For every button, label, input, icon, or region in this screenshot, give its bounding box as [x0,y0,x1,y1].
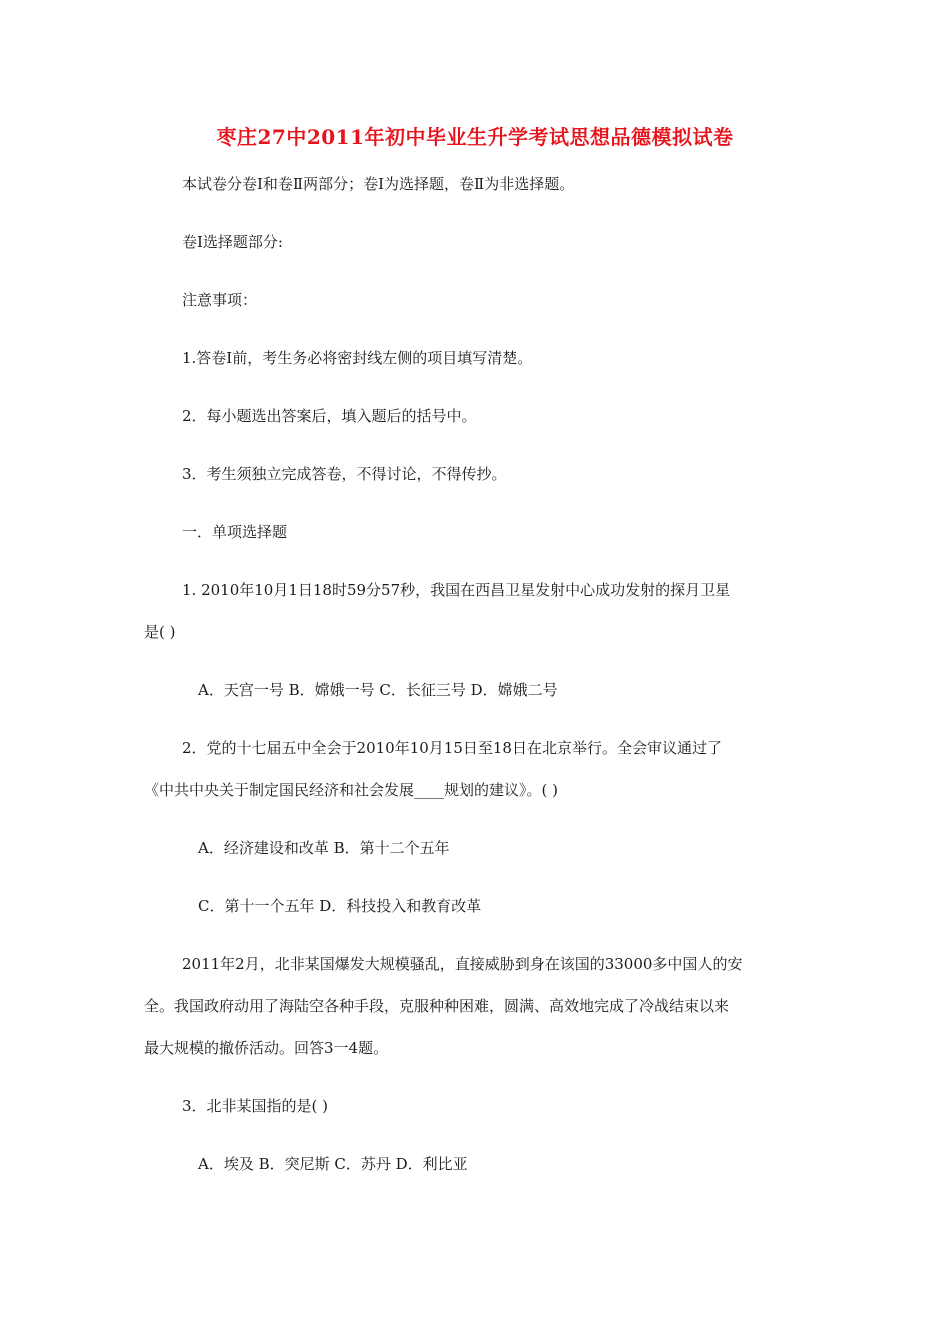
note-item: 2．每小题选出答案后，填入题后的括号中。 [182,407,477,425]
note-item: 1.答卷Ⅰ前，考生务必将密封线左侧的项目填写清楚。 [182,349,533,367]
question-text: 1. 2010年10月1日18时59分57秒，我国在西昌卫星发射中心成功发射的探月卫星 [182,581,731,599]
note-item: 3．考生须独立完成答卷，不得讨论，不得传抄。 [182,465,507,483]
question-text: 《中共中央关于制定国民经济和社会发展____规划的建议》。( ) [144,781,558,799]
question-text: 2．党的十七届五中全会于2010年10月15日至18日在北京举行。全会审议通过了 [182,739,722,757]
part-heading: 一．单项选择题 [182,523,288,541]
question-text: 3．北非某国指的是( ) [182,1097,329,1115]
document-title: 枣庄27中2011年初中毕业生升学考试思想品德模拟试卷 [216,125,734,149]
question-options: A．埃及 B．突尼斯 C．苏丹 D．利比亚 [198,1155,468,1173]
section-heading: 卷Ⅰ选择题部分: [182,233,283,251]
question-text: 是( ) [144,623,176,641]
passage-text: 全。我国政府动用了海陆空各种手段，克服种种困难，圆满、高效地完成了冷战结束以来 [144,997,730,1015]
question-options: A．天宫一号 B．嫦娥一号 C．长征三号 D．嫦娥二号 [198,681,558,699]
passage-text: 最大规模的撤侨活动。回答3一4题。 [144,1039,389,1057]
question-options: C．第十一个五年 D．科技投入和教育改革 [198,897,482,915]
intro-line: 本试卷分卷Ⅰ和卷Ⅱ两部分；卷Ⅰ为选择题，卷Ⅱ为非选择题。 [182,175,575,193]
question-options: A．经济建设和改革 B．第十二个五年 [198,839,450,857]
notes-heading: 注意事项： [182,291,258,309]
passage-text: 2011年2月，北非某国爆发大规模骚乱，直接威胁到身在该国的33000多中国人的安 [182,955,743,973]
